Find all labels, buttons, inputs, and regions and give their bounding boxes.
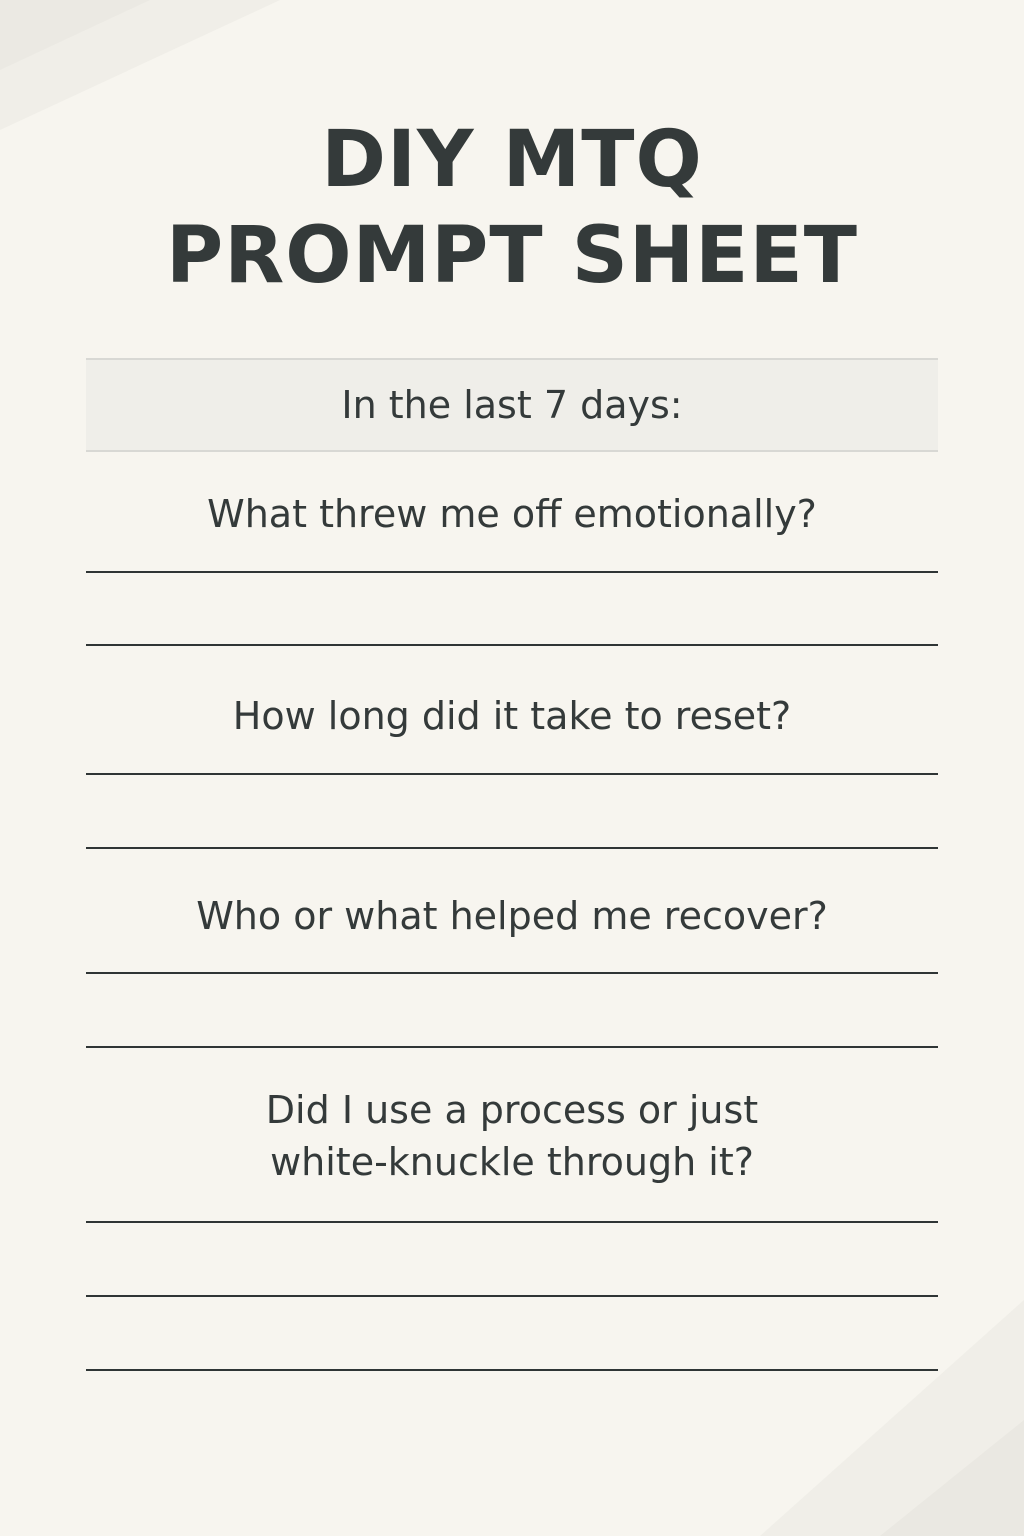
- intro-band: [86, 358, 938, 452]
- answer-line[interactable]: [86, 773, 938, 775]
- answer-line[interactable]: [86, 972, 938, 974]
- answer-line[interactable]: [86, 1221, 938, 1223]
- answer-line[interactable]: [86, 1046, 938, 1048]
- answer-line[interactable]: [86, 644, 938, 646]
- title-line-1: DIY MTQ: [321, 115, 703, 205]
- question-4-line-1: Did I use a process or just: [265, 1088, 759, 1132]
- question-4: [86, 1084, 938, 1188]
- question-4-line-2: white-knuckle through it?: [270, 1140, 754, 1184]
- answer-line[interactable]: [86, 847, 938, 849]
- question-1: What threw me off emotionally?: [207, 492, 817, 536]
- title-line-2: PROMPT SHEET: [166, 211, 858, 301]
- answer-line[interactable]: [86, 1369, 938, 1371]
- answer-line[interactable]: [86, 1295, 938, 1297]
- intro-text: In the last 7 days:: [341, 383, 683, 427]
- answer-line[interactable]: [86, 571, 938, 573]
- question-3: Who or what helped me recover?: [196, 894, 828, 938]
- question-2: How long did it take to reset?: [232, 694, 792, 738]
